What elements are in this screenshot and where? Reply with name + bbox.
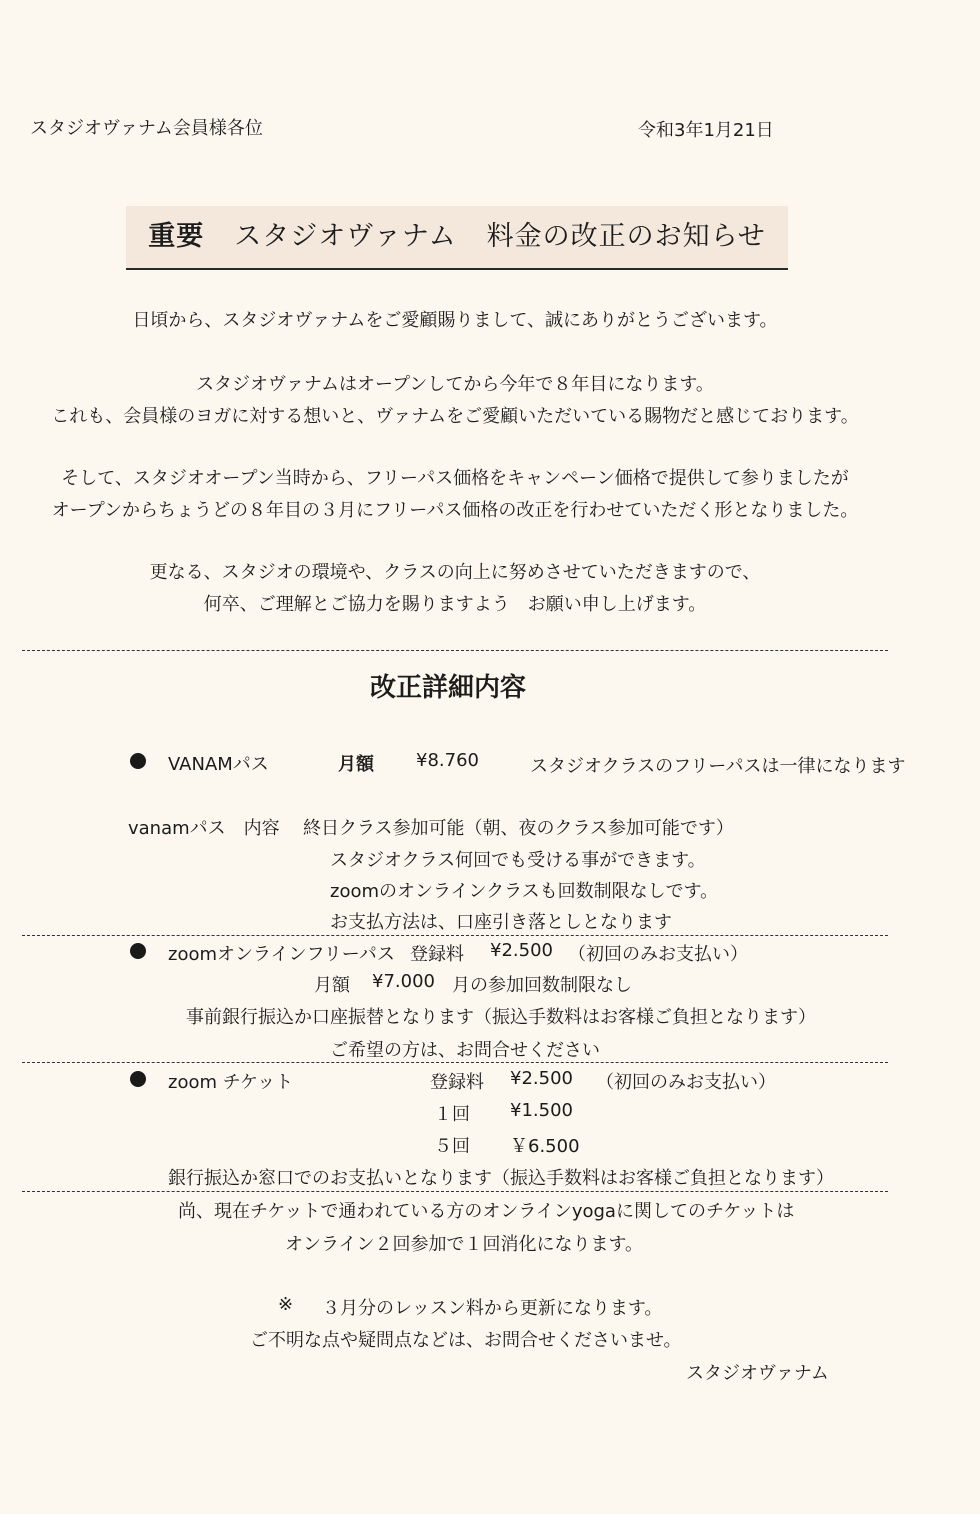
vanam-content-line-1: 終日クラス参加可能（朝、夜のクラス参加可能です）: [303, 818, 734, 839]
intro-paragraph-3b: オープンからちょうどの８年目の３月にフリーパス価格の改正を行わせていただく形となりました。: [51, 500, 859, 521]
vanam-monthly-label: 月額: [338, 754, 374, 775]
zoom-ticket-reg-price: ¥2.500: [510, 1068, 573, 1089]
zoom-ticket-one-price: ¥1.500: [510, 1100, 573, 1121]
intro-paragraph-2b: これも、会員様のヨガに対する想いと、ヴァナムをご愛顧いただいている賜物だと感じております。: [51, 406, 859, 427]
title-subject: 料金の改正のお知らせ: [486, 221, 766, 252]
zoom-free-pass-name: zoomオンラインフリーパス: [168, 944, 395, 965]
recipient: スタジオヴァナム会員様各位: [30, 118, 263, 139]
footer-inquiry: ご不明な点や疑問点などは、お問合せくださいませ。: [250, 1330, 682, 1351]
bullet-icon: [130, 1071, 146, 1087]
vanam-price: ¥8.760: [416, 750, 479, 771]
vanam-note: スタジオクラスのフリーパスは一律になります: [530, 756, 906, 777]
vanam-content-line-3: zoomのオンラインクラスも回数制限なしです。: [330, 881, 719, 902]
vanam-content-label: vanamパス 内容: [128, 818, 280, 839]
divider: [22, 1062, 888, 1063]
divider: [22, 650, 888, 651]
intro-greeting: 日頃から、スタジオヴァナムをご愛顧賜りまして、誠にありがとうございます。: [132, 310, 778, 331]
zoom-ticket-five-label: ５回: [434, 1136, 470, 1157]
zoom-free-reg-label: 登録料: [410, 944, 464, 965]
footer-update: ３月分のレッスン料から更新になります。: [322, 1298, 663, 1319]
zoom-free-monthly-note: 月の参加回数制限なし: [452, 975, 632, 996]
date: 令和3年1月21日: [638, 120, 774, 141]
bullet-icon: [130, 943, 146, 959]
zoom-free-monthly-price: ¥7.000: [372, 971, 435, 992]
zoom-free-contact: ご希望の方は、お問合せください: [330, 1040, 600, 1061]
signature: スタジオヴァナム: [686, 1363, 829, 1384]
intro-paragraph-4b: 何卒、ご理解とご協力を賜りますよう お願い申し上げます。: [203, 594, 707, 615]
vanam-content-line-2: スタジオクラス何回でも受ける事ができます。: [330, 850, 706, 871]
divider: [22, 1191, 888, 1192]
vanam-pass-name: VANAMパス: [168, 754, 269, 775]
zoom-free-reg-price: ¥2.500: [490, 940, 553, 961]
footer-mark: ※: [278, 1294, 294, 1315]
zoom-ticket-reg-note: （初回のみお支払い）: [596, 1072, 776, 1093]
zoom-ticket-name: zoom チケット: [168, 1072, 294, 1093]
zoom-ticket-payment: 銀行振込か窓口でのお支払いとなります（振込手数料はお客様ご負担となります）: [168, 1168, 834, 1189]
zoom-free-monthly-label: 月額: [314, 975, 350, 996]
title-important: 重要: [148, 221, 205, 252]
title-studio: スタジオヴァナム: [234, 221, 457, 252]
intro-paragraph-2a: スタジオヴァナムはオープンしてから今年で８年目になります。: [196, 374, 714, 395]
zoom-ticket-five-price: ￥6.500: [510, 1136, 580, 1157]
zoom-free-reg-note: （初回のみお支払い）: [568, 944, 748, 965]
ticket-note-2: オンライン２回参加で１回消化になります。: [285, 1234, 644, 1255]
bullet-icon: [130, 753, 146, 769]
zoom-free-payment: 事前銀行振込か口座振替となります（振込手数料はお客様ご負担となります）: [186, 1007, 816, 1028]
zoom-ticket-reg-label: 登録料: [430, 1072, 484, 1093]
ticket-note-1: 尚、現在チケットで通われている方のオンラインyogaに関してのチケットは: [178, 1201, 795, 1222]
divider: [22, 935, 888, 936]
intro-paragraph-3a: そして、スタジオオープン当時から、フリーパス価格をキャンペーン価格で提供して参りましたが: [61, 468, 849, 489]
zoom-ticket-one-label: １回: [434, 1104, 470, 1125]
vanam-content-line-4: お支払方法は、口座引き落としとなります: [330, 912, 672, 933]
details-heading: 改正詳細内容: [370, 673, 527, 703]
notice-title: [126, 206, 788, 270]
intro-paragraph-4a: 更なる、スタジオの環境や、クラスの向上に努めさせていただきますので、: [149, 562, 761, 583]
